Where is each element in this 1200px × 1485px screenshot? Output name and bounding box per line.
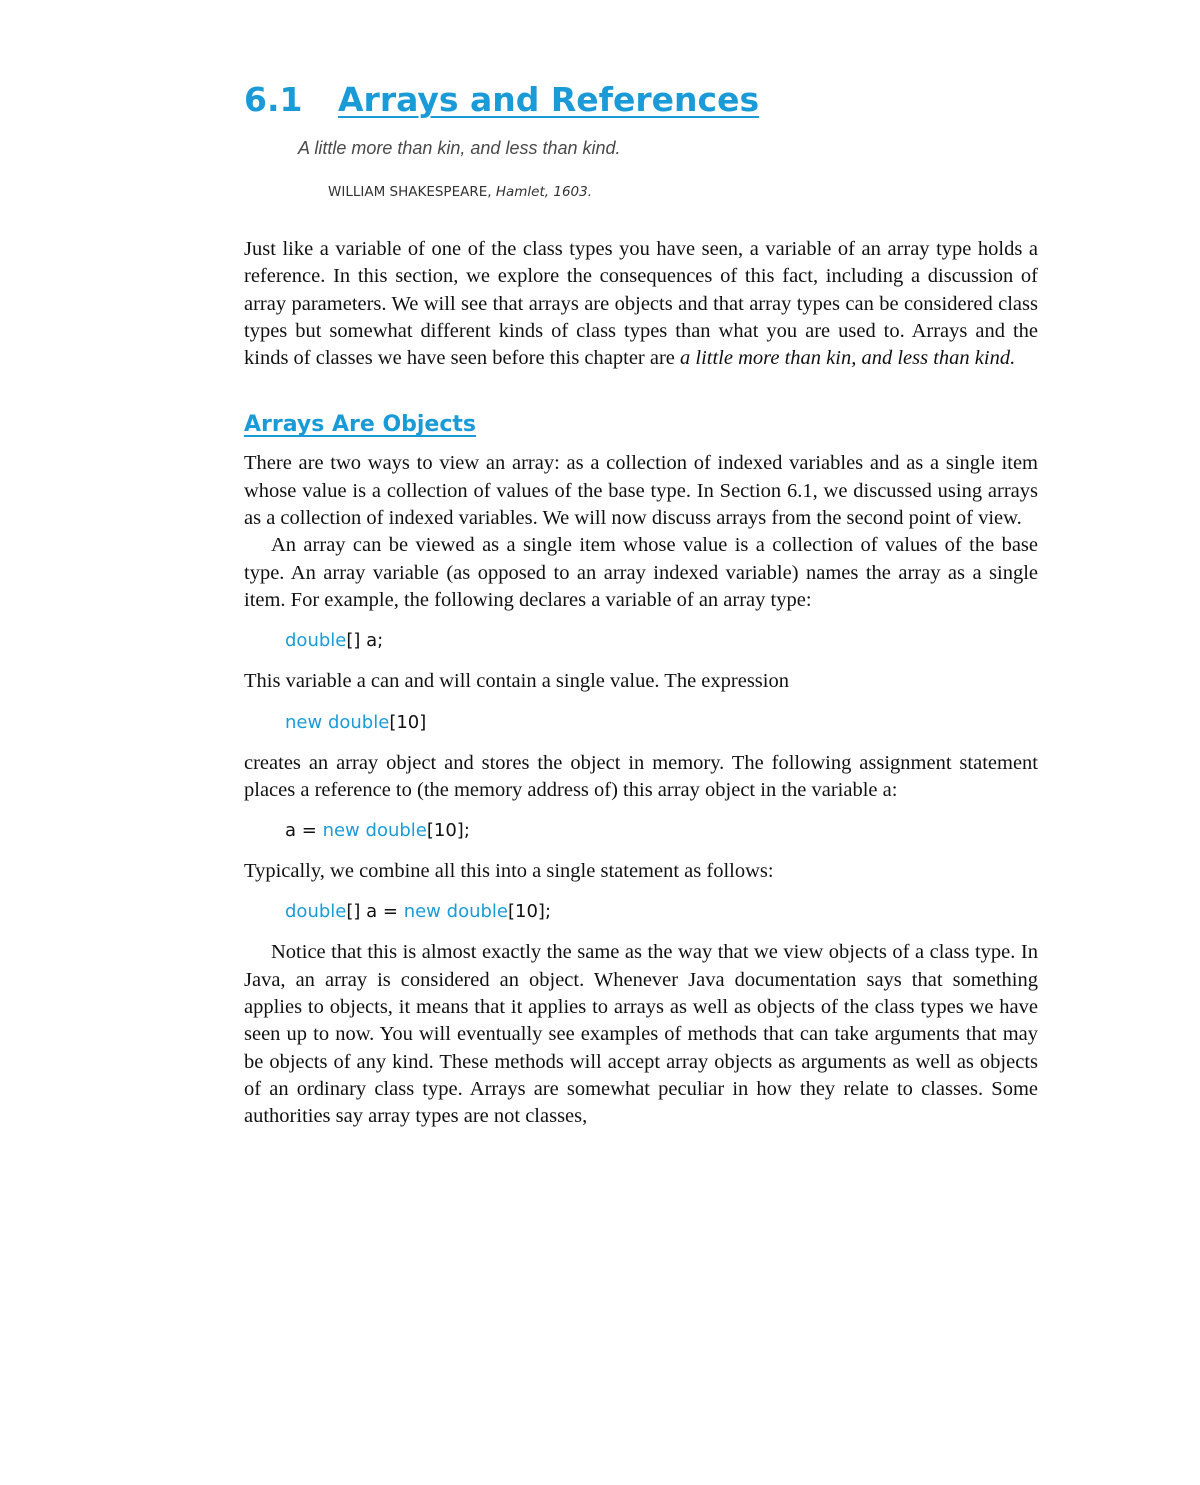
section-heading [244,78,1038,122]
code-combined-statement [285,899,1038,925]
code-assignment [285,818,1038,844]
code-text: [] a = [346,901,404,923]
intro-text: Just like a variable of one of the class types you have seen, a variable of an array type holds a reference. In this section, we explore the consequences of this fact, including a discussion of array parameters. We will see that arrays are objects and that array types can be considered class types but somewhat different kinds of class types than what you are used to. Arrays and the kinds of classes we have seen before this chapter are [244,238,1038,370]
code-text: [10]; [508,901,552,923]
code-declaration [285,628,1038,654]
code-keyword: double [327,711,390,733]
code-text: [] a; [346,630,384,652]
subsection-heading: Arrays Are Objects [244,412,477,438]
code-keyword: new [285,711,323,733]
epigraph-work: Hamlet, [495,184,550,200]
paragraph-single-value: This variable a can and will contain a single value. The expression [244,670,789,693]
epigraph-quote: A little more than kin, and less than kind. [298,138,621,158]
epigraph-year: 1603. [553,184,593,200]
code-text: [10]; [426,820,470,842]
code-keyword: double [446,901,508,923]
intro-emphasis: a little more than kin, and less than kind. [680,347,1016,370]
code-keyword: double [365,820,427,842]
section-title: Arrays and References [338,80,760,119]
section-number: 6.1 [244,80,303,119]
paragraph-assignment: creates an array object and stores the object in memory. The following assignment statement places a reference to (the memory address of) this array object in the variable a: [244,751,1038,801]
code-keyword: new [322,820,360,842]
code-keyword: new [403,901,441,923]
code-text: [10] [389,711,427,733]
code-keyword: double [285,630,347,652]
code-keyword: double [285,901,347,923]
paragraph-two-views: There are two ways to view an array: as a collection of indexed variables and as a single item whose value is a collection of values of the base type. In Section 6.1, we discussed using arrays as a collection of indexed variables. We will now discuss arrays from the second point of view. [244,452,1038,530]
intro-paragraph [244,236,1038,372]
code-new-expression [285,710,1038,736]
epigraph-attribution [328,182,1038,202]
paragraph-array-variable: An array can be viewed as a single item whose value is a collection of values of the base type. An array variable (as opposed to an array indexed variable) names the array as a single item. For example, the following declares a variable of an array type: [244,534,1038,611]
paragraph-combine: Typically, we combine all this into a single statement as follows: [244,860,774,883]
document-page [244,78,1038,1131]
code-text: a = [285,820,323,842]
epigraph-author: WILLIAM SHAKESPEARE, [328,184,492,200]
paragraph-arrays-objects: Notice that this is almost exactly the same as the way that we view objects of a class type. In Java, an array is considered an object. Whenever Java documentation says that something applies to objects, it means that it applies to arrays as well as objects of the class types we have seen up to now. You will eventually see examples of methods that can take arguments that may be objects of any kind. These methods will accept array objects as arguments as well as objects of an ordinary class type. Arrays are somewhat peculiar in how they relate to classes. Some authorities say array types are not classes, [244,941,1038,1128]
